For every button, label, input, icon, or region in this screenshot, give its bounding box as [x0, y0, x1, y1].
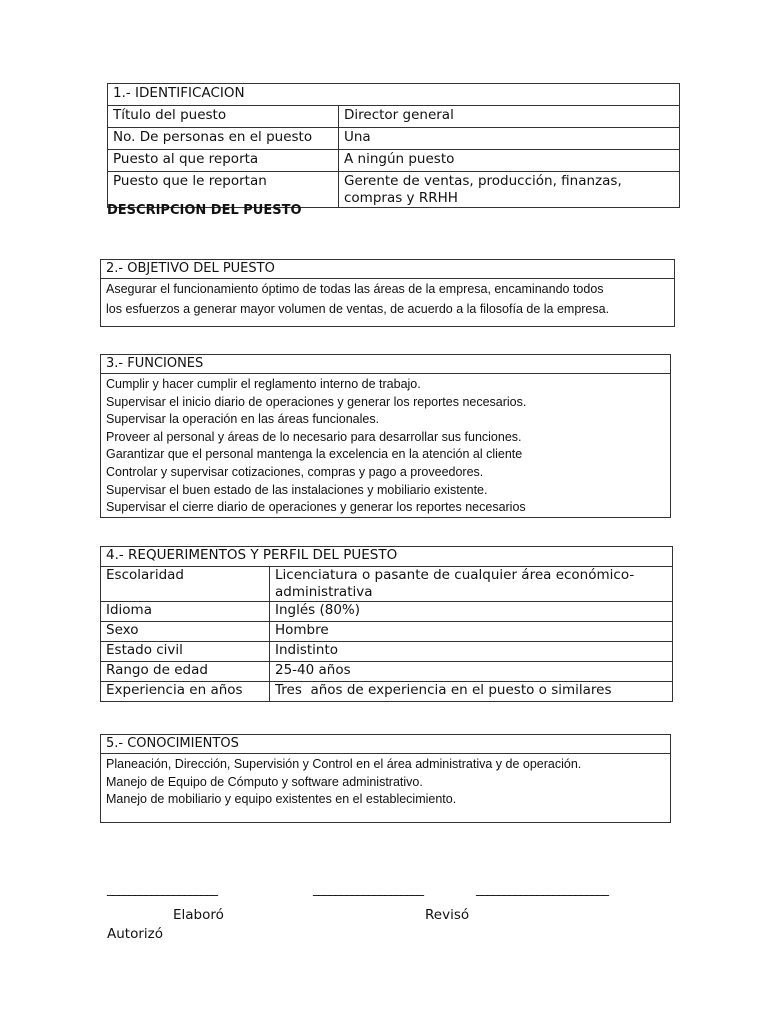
row-value: A ningún puesto [339, 150, 680, 172]
conocimientos-list [101, 754, 670, 809]
signature-line-elaboro: ____________________ [107, 882, 217, 897]
signature-label-elaboro: Elaboró [173, 907, 224, 923]
row-value: Gerente de ventas, producción, finanzas, compras y RRHH [339, 172, 680, 208]
list-item: Supervisar el cierre diario de operaciones y generar los reportes necesarios [106, 500, 526, 515]
table-row [101, 602, 673, 622]
identificacion-table [107, 83, 680, 208]
identificacion-title: 1.- IDENTIFICACION [108, 84, 680, 106]
table-row [101, 622, 673, 642]
list-item: Garantizar que el personal mantenga la excelencia en la atención al cliente [106, 447, 523, 462]
list-item: Supervisar el inicio diario de operaciones y generar los reportes necesarios. [106, 394, 527, 409]
signature-line-autorizo: ________________________ [476, 882, 608, 897]
table-row [101, 682, 673, 702]
row-label: No. De personas en el puesto [108, 128, 339, 150]
table-row [101, 642, 673, 662]
conocimientos-section [100, 734, 671, 823]
requerimientos-table [100, 546, 673, 702]
row-label: Escolaridad [101, 567, 270, 602]
signature-line-reviso: ____________________ [313, 882, 423, 897]
row-value: Inglés (80%) [270, 602, 673, 622]
funciones-list [101, 374, 670, 517]
list-item: Supervisar el buen estado de las instalaciones y mobiliario existente. [106, 482, 488, 497]
row-value: Licenciatura o pasante de cualquier área económico-administrativa [270, 567, 673, 602]
descripcion-heading: DESCRIPCION DEL PUESTO [107, 203, 302, 218]
row-label: Título del puesto [108, 106, 339, 128]
list-item: Manejo de Equipo de Cómputo y software administrativo. [106, 774, 423, 789]
list-item: Supervisar la operación en las áreas funcionales. [106, 412, 380, 427]
funciones-title: 3.- FUNCIONES [101, 355, 670, 374]
row-value: Tres años de experiencia en el puesto o similares [270, 682, 673, 702]
row-value: Una [339, 128, 680, 150]
table-row [101, 662, 673, 682]
list-item: Proveer al personal y áreas de lo necesario para desarrollar sus funciones. [106, 429, 522, 444]
objetivo-text [101, 279, 674, 319]
conocimientos-title: 5.- CONOCIMIENTOS [101, 735, 670, 754]
row-value: Hombre [270, 622, 673, 642]
row-value: Indistinto [270, 642, 673, 662]
row-label: Idioma [101, 602, 270, 622]
table-row [108, 106, 680, 128]
row-label: Experiencia en años [101, 682, 270, 702]
row-value: 25-40 años [270, 662, 673, 682]
table-row [108, 128, 680, 150]
row-label: Puesto que le reportan [108, 172, 339, 208]
objetivo-line: los esfuerzos a generar mayor volumen de ventas, de acuerdo a la filosofía de la empresa. [106, 302, 610, 316]
signature-label-reviso: Revisó [425, 907, 470, 923]
requerimientos-title: 4.- REQUERIMENTOS Y PERFIL DEL PUESTO [101, 547, 673, 567]
objetivo-line: Asegurar el funcionamiento óptimo de todas las áreas de la empresa, encaminando todos [106, 282, 604, 296]
list-item: Controlar y supervisar cotizaciones, compras y pago a proveedores. [106, 464, 484, 479]
row-label: Puesto al que reporta [108, 150, 339, 172]
objetivo-section [100, 259, 675, 327]
list-item: Cumplir y hacer cumplir el reglamento interno de trabajo. [106, 377, 421, 391]
objetivo-title: 2.- OBJETIVO DEL PUESTO [101, 260, 674, 279]
list-item: Manejo de mobiliario y equipo existentes en el establecimiento. [106, 792, 457, 807]
row-value: Director general [339, 106, 680, 128]
table-row [101, 567, 673, 602]
row-label: Estado civil [101, 642, 270, 662]
row-label: Rango de edad [101, 662, 270, 682]
table-row [108, 150, 680, 172]
row-label: Sexo [101, 622, 270, 642]
signature-label-autorizo: Autorizó [107, 926, 163, 942]
list-item: Planeación, Dirección, Supervisión y Control en el área administrativa y de operación. [106, 757, 582, 771]
funciones-section [100, 354, 671, 518]
